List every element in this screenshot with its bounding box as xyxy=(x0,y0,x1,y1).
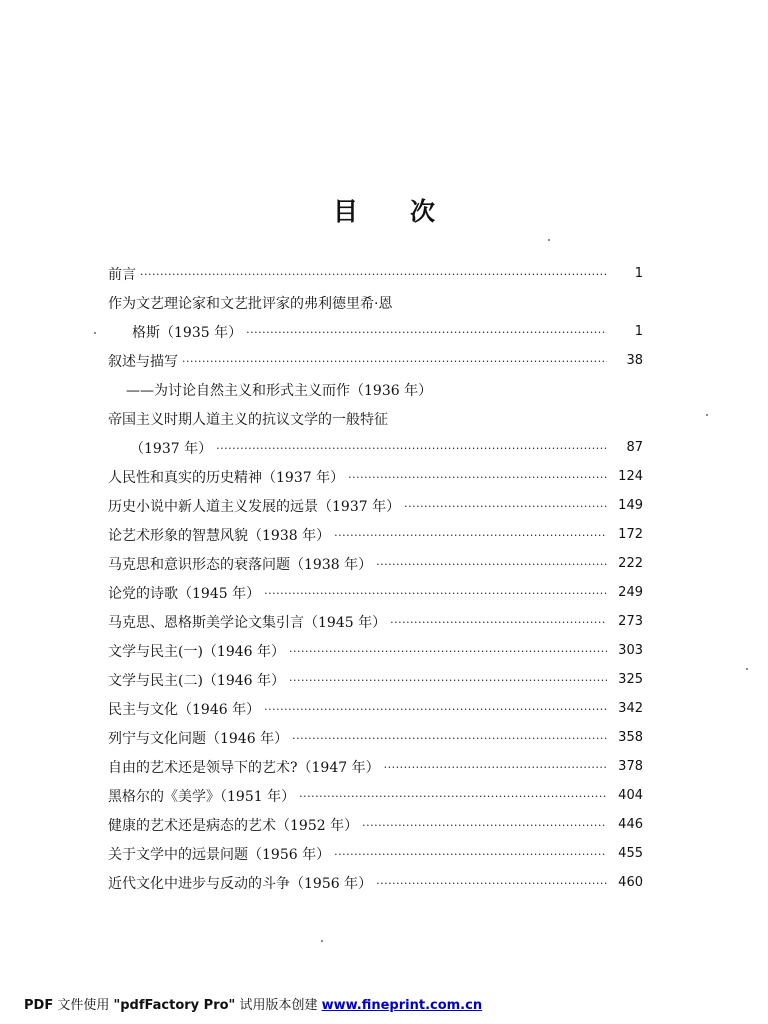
toc-entry[interactable] xyxy=(108,491,643,520)
toc-entry-label: 民主与文化（1946 年） xyxy=(108,701,261,718)
toc-page-number: 222 xyxy=(618,556,643,571)
toc-page-number: 342 xyxy=(618,701,643,716)
toc-page-number: 358 xyxy=(618,730,643,745)
toc-entry[interactable] xyxy=(108,810,643,839)
toc-entry[interactable] xyxy=(108,752,643,781)
footer-text-1: 文件使用 xyxy=(53,998,114,1013)
toc-entry-label: 黑格尔的《美学》（1951 年） xyxy=(108,788,296,805)
toc-page-number: 378 xyxy=(618,759,643,774)
toc-entry[interactable] xyxy=(108,607,643,636)
toc-leader-dots xyxy=(246,326,607,340)
toc-entry-label: 作为文艺理论家和文艺批评家的弗利德里希·恩 xyxy=(108,295,393,312)
toc-entry[interactable] xyxy=(108,404,643,433)
toc-page-number: 1 xyxy=(634,266,643,281)
toc-page-number: 124 xyxy=(618,469,643,484)
toc-entry[interactable] xyxy=(108,723,643,752)
toc-entry-label: ——为讨论自然主义和形式主义而作（1936 年） xyxy=(126,382,433,399)
toc-entry[interactable] xyxy=(108,317,643,346)
toc-leader-dots xyxy=(390,616,607,630)
toc-entry[interactable] xyxy=(108,694,643,723)
title-char-2: 次 xyxy=(410,197,436,226)
toc-entry[interactable] xyxy=(108,346,643,375)
toc-page-number: 303 xyxy=(618,643,643,658)
toc-leader-dots xyxy=(362,819,607,833)
toc-entry[interactable] xyxy=(108,665,643,694)
toc-entry-label: 前言 xyxy=(108,266,136,283)
toc-leader-dots xyxy=(384,761,607,775)
toc-page-number: 404 xyxy=(618,788,643,803)
toc-entry[interactable] xyxy=(108,781,643,810)
toc-leader-dots xyxy=(404,500,607,514)
toc-page-number: 446 xyxy=(618,817,643,832)
toc-leader-dots xyxy=(376,558,607,572)
toc-entry-label: 论艺术形象的智慧风貌（1938 年） xyxy=(108,527,331,544)
toc-page-number: 149 xyxy=(618,498,643,513)
toc-page-number: 460 xyxy=(618,875,643,890)
toc-leader-dots xyxy=(264,703,607,717)
footer-text-2: 试用版本创建 xyxy=(235,998,322,1013)
table-of-contents xyxy=(108,259,643,897)
toc-entry-label: 自由的艺术还是领导下的艺术?（1947 年） xyxy=(108,759,380,776)
toc-page-number: 455 xyxy=(618,846,643,861)
toc-entry[interactable] xyxy=(108,839,643,868)
toc-entry-label: 格斯（1935 年） xyxy=(132,324,243,341)
toc-entry-label: 关于文学中的远景问题（1956 年） xyxy=(108,846,331,863)
toc-entry-label: 文学与民主(二)（1946 年） xyxy=(108,672,286,689)
toc-page-number: 87 xyxy=(626,440,643,455)
toc-entry-label: 人民性和真实的历史精神（1937 年） xyxy=(108,469,345,486)
toc-entry-label: （1937 年） xyxy=(130,440,213,457)
toc-leader-dots xyxy=(334,848,607,862)
toc-entry[interactable] xyxy=(108,433,643,462)
toc-page-number: 325 xyxy=(618,672,643,687)
toc-leader-dots xyxy=(182,355,607,369)
toc-entry[interactable] xyxy=(108,520,643,549)
toc-entry-label: 论党的诗歌（1945 年） xyxy=(108,585,261,602)
toc-entry[interactable] xyxy=(108,288,643,317)
toc-entry-label: 列宁与文化问题（1946 年） xyxy=(108,730,289,747)
toc-leader-dots xyxy=(140,268,607,282)
footer-link[interactable]: www.fineprint.com.cn xyxy=(321,998,483,1013)
toc-leader-dots xyxy=(264,587,607,601)
toc-entry[interactable] xyxy=(108,549,643,578)
toc-entry[interactable] xyxy=(108,462,643,491)
toc-entry[interactable] xyxy=(108,868,643,897)
toc-leader-dots xyxy=(348,471,607,485)
toc-entry-label: 马克思和意识形态的衰落问题（1938 年） xyxy=(108,556,373,573)
footer-pdf: PDF xyxy=(24,998,54,1013)
toc-leader-dots xyxy=(289,674,607,688)
toc-page-number: 1 xyxy=(634,324,643,339)
toc-entry[interactable] xyxy=(108,636,643,665)
toc-entry-label: 健康的艺术还是病态的艺术（1952 年） xyxy=(108,817,359,834)
toc-entry-label: 马克思、恩格斯美学论文集引言（1945 年） xyxy=(108,614,387,631)
toc-entry-label: 帝国主义时期人道主义的抗议文学的一般特征 xyxy=(108,411,388,428)
toc-page-number: 273 xyxy=(618,614,643,629)
toc-leader-dots xyxy=(376,877,607,891)
toc-entry[interactable] xyxy=(108,578,643,607)
footer-watermark xyxy=(24,994,482,1013)
toc-entry-label: 近代文化中进步与反动的斗争（1956 年） xyxy=(108,875,373,892)
toc-leader-dots xyxy=(216,442,607,456)
toc-leader-dots xyxy=(289,645,607,659)
toc-entry[interactable] xyxy=(108,375,643,404)
toc-page-number: 249 xyxy=(618,585,643,600)
toc-leader-dots xyxy=(292,732,607,746)
toc-entry-label: 叙述与描写 xyxy=(108,353,178,370)
toc-entry-label: 历史小说中新人道主义发展的远景（1937 年） xyxy=(108,498,401,515)
toc-leader-dots xyxy=(299,790,607,804)
toc-page-number: 38 xyxy=(626,353,643,368)
title-char-1: 目 xyxy=(332,197,358,226)
toc-page-number: 172 xyxy=(618,527,643,542)
toc-entry[interactable] xyxy=(108,259,643,288)
footer-brand: "pdfFactory Pro" xyxy=(113,998,236,1013)
page-title xyxy=(0,192,768,228)
toc-entry-label: 文学与民主(一)（1946 年） xyxy=(108,643,286,660)
toc-leader-dots xyxy=(334,529,607,543)
